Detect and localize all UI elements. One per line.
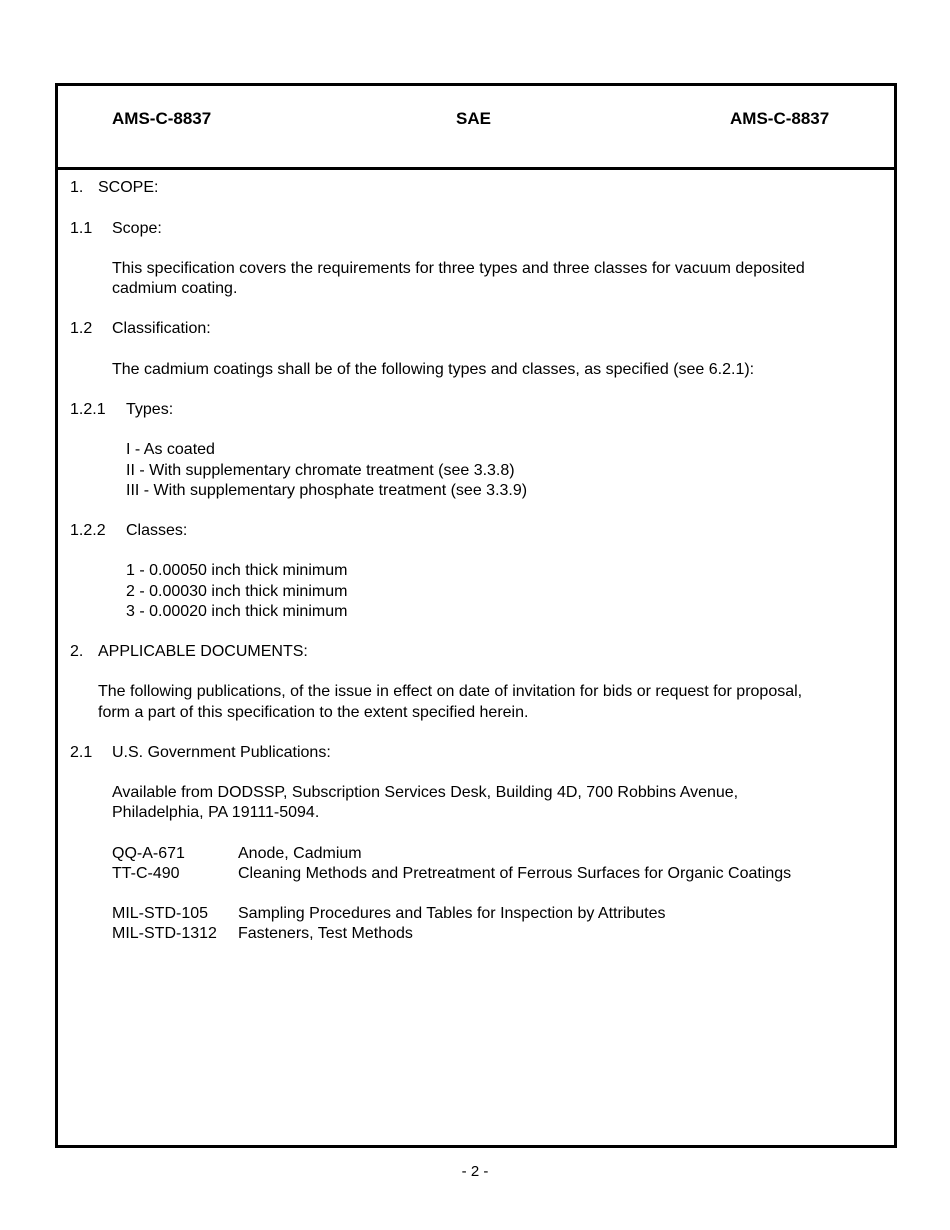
section-2-1-title: U.S. Government Publications:	[112, 744, 331, 761]
section-2-para-line: The following publications, of the issue in effect on date of invitation for bids or request for proposal,	[98, 683, 803, 700]
section-1-num: 1.	[70, 179, 84, 196]
doc-title: Sampling Procedures and Tables for Inspection by Attributes	[238, 905, 666, 922]
header-org: SAE	[456, 109, 491, 128]
section-1-2-1-num: 1.2.1	[70, 401, 106, 418]
section-1-2-1-title: Types:	[126, 401, 174, 418]
doc-id: TT-C-490	[112, 865, 180, 882]
type-item: II - With supplementary chromate treatment (see 3.3.8)	[126, 462, 515, 479]
class-item: 3 - 0.00020 inch thick minimum	[126, 603, 348, 620]
doc-title: Anode, Cadmium	[238, 845, 362, 862]
doc-id: MIL-STD-1312	[112, 925, 217, 942]
section-1-2-2-title: Classes:	[126, 522, 188, 539]
doc-id: QQ-A-671	[112, 845, 185, 862]
class-item: 2 - 0.00030 inch thick minimum	[126, 583, 348, 600]
doc-id: MIL-STD-105	[112, 905, 209, 922]
section-1-1-num: 1.1	[70, 220, 93, 237]
section-1-2-num: 1.2	[70, 320, 93, 337]
section-1-1-para-line: This specification covers the requirements for three types and three classes for vacuum deposited	[112, 260, 805, 277]
type-item: I - As coated	[126, 441, 215, 458]
page-number: - 2 -	[461, 1163, 489, 1180]
section-1-1-para-line: cadmium coating.	[112, 280, 238, 297]
section-1-2-para: The cadmium coatings shall be of the following types and classes, as specified (see 6.2.1):	[112, 361, 755, 378]
header-doc-id-right: AMS-C-8837	[730, 109, 830, 128]
section-2-para-line: form a part of this specification to the extent specified herein.	[98, 704, 529, 721]
section-1-2-2-num: 1.2.2	[70, 522, 106, 539]
doc-title: Cleaning Methods and Pretreatment of Ferrous Surfaces for Organic Coatings	[238, 865, 792, 882]
section-2-title: APPLICABLE DOCUMENTS:	[98, 643, 308, 660]
class-item: 1 - 0.00050 inch thick minimum	[126, 562, 348, 579]
section-2-1-para-line: Available from DODSSP, Subscription Services Desk, Building 4D, 700 Robbins Avenue,	[112, 784, 739, 801]
doc-title: Fasteners, Test Methods	[238, 925, 413, 942]
section-1-title: SCOPE:	[98, 179, 159, 196]
section-2-1-para-line: Philadelphia, PA 19111-5094.	[112, 804, 320, 821]
section-2-num: 2.	[70, 643, 84, 660]
type-item: III - With supplementary phosphate treatment (see 3.3.9)	[126, 482, 528, 499]
header-rule	[58, 167, 894, 170]
section-1-2-title: Classification:	[112, 320, 211, 337]
section-1-1-title: Scope:	[112, 220, 162, 237]
header-doc-id-left: AMS-C-8837	[112, 109, 212, 128]
section-2-1-num: 2.1	[70, 744, 93, 761]
